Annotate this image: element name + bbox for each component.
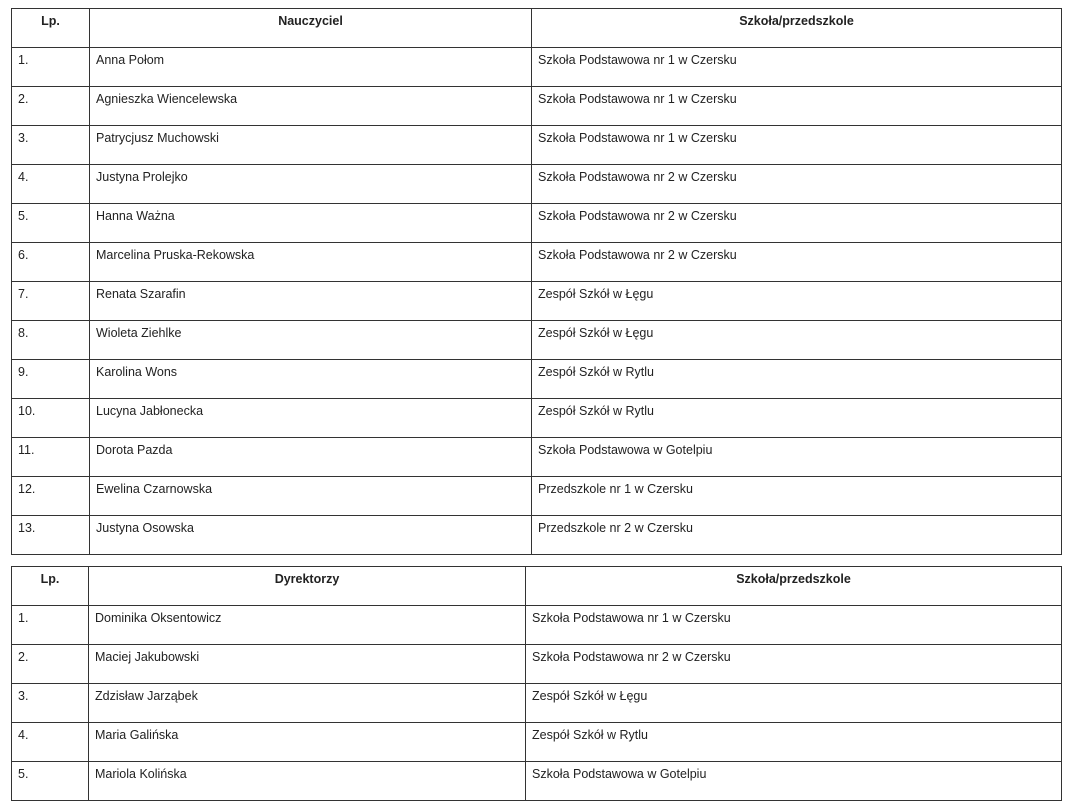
person-name-cell: Dorota Pazda — [90, 438, 532, 477]
person-name-cell: Justyna Prolejko — [90, 165, 532, 204]
school-name-cell: Szkoła Podstawowa nr 2 w Czersku — [532, 165, 1062, 204]
school-name-cell: Szkoła Podstawowa nr 1 w Czersku — [532, 126, 1062, 165]
person-name-cell: Anna Połom — [90, 48, 532, 87]
column-header-teacher: Nauczyciel — [90, 9, 532, 48]
school-name-cell: Zespół Szkół w Rytlu — [532, 399, 1062, 438]
row-number-cell: 10. — [12, 399, 90, 438]
column-header-lp: Lp. — [12, 567, 89, 606]
person-name-cell: Justyna Osowska — [90, 516, 532, 555]
table-row — [12, 360, 1062, 399]
person-name-cell: Hanna Ważna — [90, 204, 532, 243]
person-name-cell: Lucyna Jabłonecka — [90, 399, 532, 438]
table-row — [12, 762, 1062, 801]
table-row — [12, 204, 1062, 243]
school-name-cell: Przedszkole nr 2 w Czersku — [532, 516, 1062, 555]
school-name-cell: Szkoła Podstawowa nr 2 w Czersku — [526, 645, 1062, 684]
table-row — [12, 48, 1062, 87]
column-header-school: Szkoła/przedszkole — [532, 9, 1062, 48]
table-row — [12, 684, 1062, 723]
school-name-cell: Zespół Szkół w Łęgu — [526, 684, 1062, 723]
table-row — [12, 87, 1062, 126]
person-name-cell: Karolina Wons — [90, 360, 532, 399]
person-name-cell: Maciej Jakubowski — [89, 645, 526, 684]
directors-table-body — [12, 606, 1062, 801]
table-row — [12, 399, 1062, 438]
person-name-cell: Patrycjusz Muchowski — [90, 126, 532, 165]
row-number-cell: 5. — [12, 762, 89, 801]
table-header-row — [12, 9, 1062, 48]
row-number-cell: 2. — [12, 645, 89, 684]
teachers-table-body — [12, 48, 1062, 555]
person-name-cell: Wioleta Ziehlke — [90, 321, 532, 360]
school-name-cell: Szkoła Podstawowa w Gotelpiu — [532, 438, 1062, 477]
row-number-cell: 7. — [12, 282, 90, 321]
row-number-cell: 1. — [12, 606, 89, 645]
school-name-cell: Szkoła Podstawowa nr 1 w Czersku — [526, 606, 1062, 645]
school-name-cell: Zespół Szkół w Rytlu — [526, 723, 1062, 762]
person-name-cell: Marcelina Pruska-Rekowska — [90, 243, 532, 282]
table-row — [12, 438, 1062, 477]
person-name-cell: Mariola Kolińska — [89, 762, 526, 801]
column-header-school: Szkoła/przedszkole — [526, 567, 1062, 606]
table-header-row — [12, 567, 1062, 606]
person-name-cell: Zdzisław Jarząbek — [89, 684, 526, 723]
table-row — [12, 282, 1062, 321]
row-number-cell: 13. — [12, 516, 90, 555]
person-name-cell: Maria Galińska — [89, 723, 526, 762]
school-name-cell: Zespół Szkół w Łęgu — [532, 282, 1062, 321]
row-number-cell: 9. — [12, 360, 90, 399]
school-name-cell: Zespół Szkół w Łęgu — [532, 321, 1062, 360]
row-number-cell: 3. — [12, 684, 89, 723]
school-name-cell: Szkoła Podstawowa w Gotelpiu — [526, 762, 1062, 801]
row-number-cell: 8. — [12, 321, 90, 360]
row-number-cell: 1. — [12, 48, 90, 87]
directors-table — [11, 566, 1062, 801]
row-number-cell: 12. — [12, 477, 90, 516]
column-header-director: Dyrektorzy — [89, 567, 526, 606]
table-row — [12, 165, 1062, 204]
row-number-cell: 5. — [12, 204, 90, 243]
row-number-cell: 4. — [12, 165, 90, 204]
school-name-cell: Szkoła Podstawowa nr 1 w Czersku — [532, 87, 1062, 126]
teachers-table — [11, 8, 1062, 555]
row-number-cell: 2. — [12, 87, 90, 126]
table-row — [12, 477, 1062, 516]
person-name-cell: Dominika Oksentowicz — [89, 606, 526, 645]
person-name-cell: Ewelina Czarnowska — [90, 477, 532, 516]
row-number-cell: 11. — [12, 438, 90, 477]
table-row — [12, 645, 1062, 684]
table-row — [12, 126, 1062, 165]
school-name-cell: Przedszkole nr 1 w Czersku — [532, 477, 1062, 516]
table-row — [12, 321, 1062, 360]
table-row — [12, 723, 1062, 762]
person-name-cell: Agnieszka Wiencelewska — [90, 87, 532, 126]
person-name-cell: Renata Szarafin — [90, 282, 532, 321]
school-name-cell: Szkoła Podstawowa nr 1 w Czersku — [532, 48, 1062, 87]
row-number-cell: 6. — [12, 243, 90, 282]
table-row — [12, 243, 1062, 282]
column-header-lp: Lp. — [12, 9, 90, 48]
row-number-cell: 4. — [12, 723, 89, 762]
school-name-cell: Zespół Szkół w Rytlu — [532, 360, 1062, 399]
row-number-cell: 3. — [12, 126, 90, 165]
table-row — [12, 606, 1062, 645]
school-name-cell: Szkoła Podstawowa nr 2 w Czersku — [532, 243, 1062, 282]
school-name-cell: Szkoła Podstawowa nr 2 w Czersku — [532, 204, 1062, 243]
table-row — [12, 516, 1062, 555]
